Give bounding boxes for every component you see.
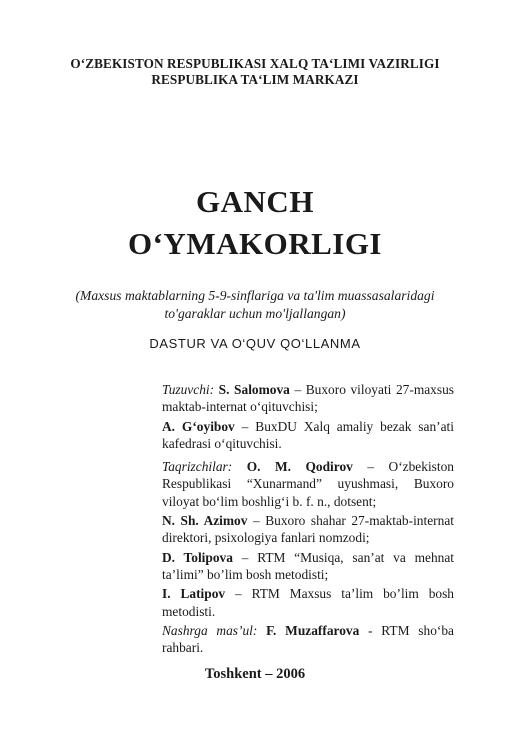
reviewers-label: Taqrizchilar: bbox=[162, 459, 233, 475]
reviewer-2-name: N. Sh. Azimov bbox=[162, 513, 248, 529]
publisher-desc: - RTM sho‘ba rahbari. bbox=[162, 622, 454, 656]
compiler-1-desc: – Buxoro viloyati 27-maxsus maktab-internat o‘qituvchisi; bbox=[162, 382, 454, 415]
publisher-name: F. Muzaffarova bbox=[266, 622, 360, 638]
reviewer-2-entry bbox=[162, 512, 454, 547]
compiler-1-name: S. Salomova bbox=[218, 382, 290, 397]
subtitle-line-2: to'garaklar uchun mo'ljallangan) bbox=[164, 306, 346, 321]
publisher-label: Nashrga mas’ul: bbox=[162, 622, 258, 638]
subtitle-line-1: (Maxsus maktablarning 5-9-sinflariga va ta'lim muassasalaridagi bbox=[75, 288, 435, 303]
credits-block bbox=[162, 381, 454, 658]
reviewer-4-desc: – RTM Maxsus ta’lim bo’lim bosh metodisti. bbox=[162, 586, 454, 619]
reviewer-2-desc: – Buxoro shahar 27-maktab-internat direktori, psixologiya fanlari nomzodi; bbox=[162, 513, 454, 546]
compiler-2-entry bbox=[162, 418, 454, 453]
reviewer-1-desc: – O‘zbekiston Respublikasi “Xunarmand” uyushmasi, Buxoro viloyat bo‘lim boshlig‘i b. f. n., dotsent; bbox=[162, 459, 454, 509]
document-type: DASTUR VA O‘QUV QO‘LLANMA bbox=[149, 336, 361, 351]
compilers-label: Tuzuvchi: bbox=[162, 382, 215, 397]
publisher-entry bbox=[162, 622, 454, 657]
center-name: RESPUBLIKA TA‘LIM MARKAZI bbox=[151, 72, 359, 87]
place-and-year: Toshkent – 2006 bbox=[204, 666, 306, 682]
reviewer-4-entry bbox=[162, 585, 454, 620]
book-title-line-1: GANCH bbox=[196, 184, 314, 219]
ministry-name: O‘ZBEKISTON RESPUBLIKASI XALQ TA‘LIMI VAZIRLIGI bbox=[70, 56, 440, 71]
compiler-2-desc: – BuxDU Xalq amaliy bezak san’ati kafedrasi o‘qituvchisi. bbox=[162, 418, 454, 451]
reviewer-1-name: O. M. Qodirov bbox=[246, 459, 353, 475]
reviewer-3-entry bbox=[162, 549, 454, 584]
reviewer-3-name: D. Tolipova bbox=[162, 549, 233, 565]
reviewer-4-name: I. Latipov bbox=[162, 586, 226, 602]
compiler-1-entry bbox=[162, 381, 454, 416]
compiler-2-name: A. G‘oyibov bbox=[162, 418, 235, 434]
reviewer-1-entry bbox=[162, 458, 454, 510]
book-title-line-2: O‘YMAKORLIGI bbox=[128, 226, 382, 261]
reviewer-3-desc: – RTM “Musiqa, san’at va mehnat ta’limi” bo’lim bosh metodisti; bbox=[162, 549, 455, 582]
